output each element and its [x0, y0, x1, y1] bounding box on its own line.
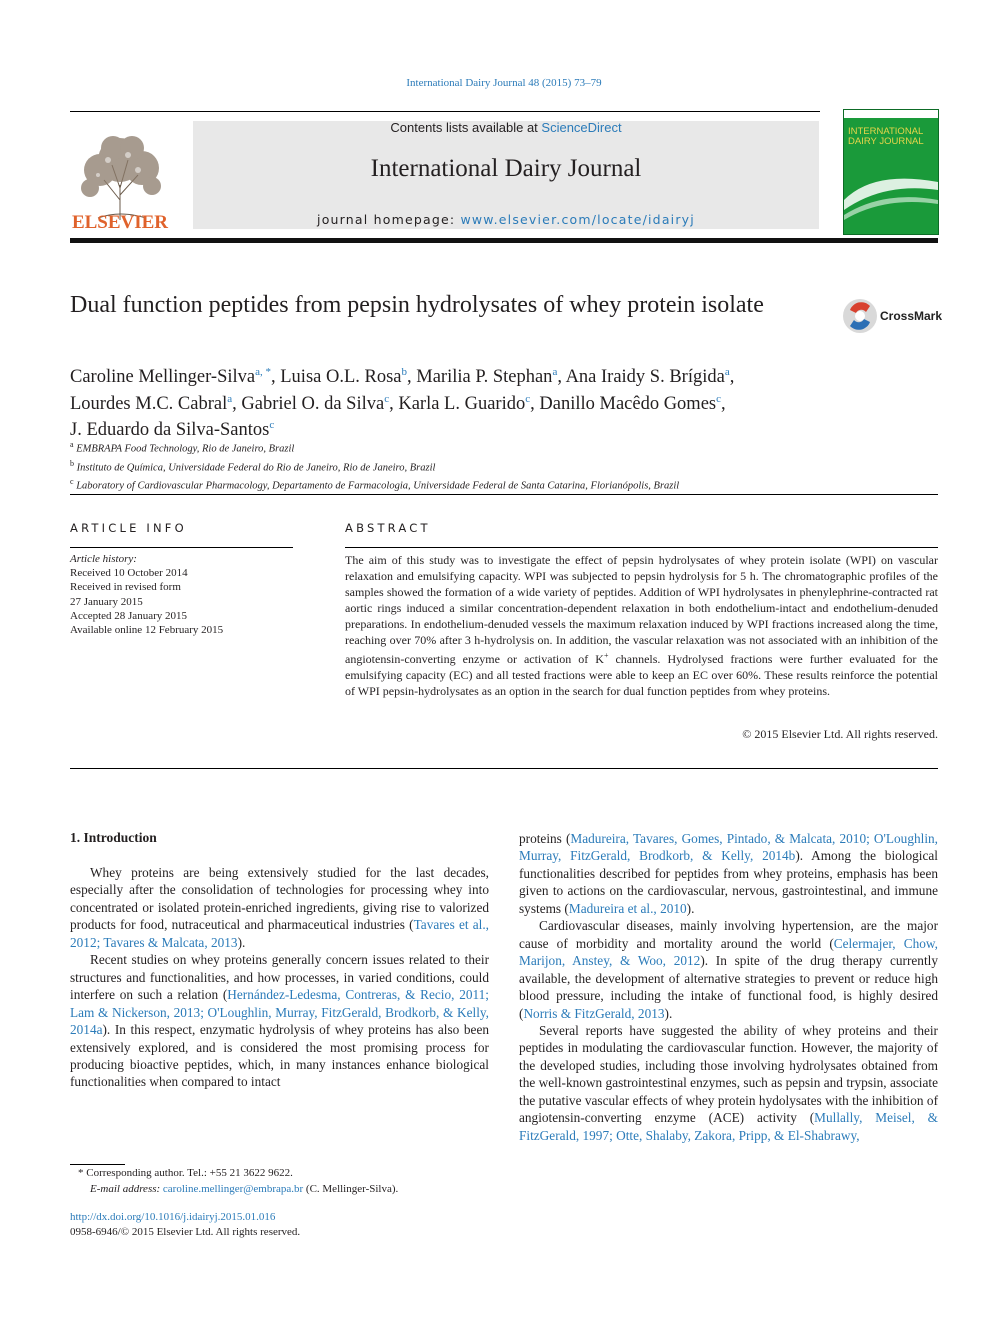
author-affiliation-mark[interactable]: a, *: [255, 366, 271, 378]
body-paragraph: [519, 830, 938, 917]
contents-prefix: Contents lists available at: [390, 120, 542, 135]
paragraph-text: proteins (: [519, 831, 571, 846]
paragraph-text: Several reports have suggested the ability of whey proteins and their peptides in modulating the cardiovascular function. However, the majority of the developed studies, including those involving hydrolysates obtained from the well-known gastrointestinal enzymes, such as pepsin and trypsin, associate the putative vascular effects of whey protein hydolysates with the inhibition of angiotensin-converting enzyme (ACE) activity (: [519, 1022, 938, 1126]
reference-link[interactable]: Madureira, Tavares, Gomes, Pintado, & Malcata, 2010; O'Loughlin, Murray, FitzGerald, Brodkorb, & Kelly, 2014b: [519, 831, 938, 864]
body-paragraph: [519, 1022, 938, 1144]
affiliation-text: EMBRAPA Food Technology, Rio de Janeiro, Brazil: [76, 443, 295, 455]
journal-citation[interactable]: International Dairy Journal 48 (2015) 73–79: [406, 77, 602, 89]
author-name: Marilia P. Stephan: [416, 367, 553, 388]
reference-link[interactable]: Hernández-Ledesma, Contreras, & Recio, 2011; Lam & Nickerson, 2013; O'Loughlin, Murray, FitzGerald, Brodkorb, & Kelly, 2014a: [70, 987, 489, 1038]
abstract-heading: ABSTRACT: [345, 521, 431, 535]
author-name: J. Eduardo da Silva-Santos: [70, 420, 270, 441]
affiliation-key: b: [70, 458, 74, 468]
author-name: Gabriel O. da Silva: [241, 393, 385, 414]
body-column-right: [519, 830, 938, 1144]
history-item: Received 10 October 2014: [70, 567, 188, 580]
homepage-link[interactable]: www.elsevier.com/locate/idairyj: [460, 212, 695, 227]
paragraph-text: ). In this respect, enzymatic hydrolysis of whey proteins has also been extensively explored, and is considered the most promising process for producing bioactive peptides, which, in many instances enhance biological functionalities when compared to intact: [70, 1022, 489, 1090]
header-thick-rule: [70, 238, 938, 243]
body-paragraph: [70, 864, 489, 951]
affiliation-rule: [70, 494, 938, 495]
abstract-rule: [345, 547, 938, 548]
email-label: E-mail address:: [90, 1182, 163, 1195]
affiliation-text: Laboratory of Cardiovascular Pharmacology, Departamento de Farmacologia, Universidade Federal de Santa Catarina, Florianópolis, Brazil: [76, 480, 680, 492]
homepage-prefix: journal homepage:: [317, 212, 461, 227]
footnote-rule: [70, 1164, 125, 1165]
author-affiliation-mark[interactable]: c: [716, 392, 722, 405]
journal-cover-image: [843, 109, 939, 235]
author-name: Lourdes M.C. Cabral: [70, 393, 228, 414]
cover-title: INTERNATIONAL DAIRY JOURNAL: [848, 126, 924, 147]
paragraph-text: ). Among the biological functionalities described for peptides from whey proteins, emphasis has been given to actions on the cardiovascular, nervous, gastrointestinal, and immune systems (: [519, 848, 938, 916]
elsevier-wordmark: ELSEVIER: [71, 212, 169, 233]
journal-homepage: [193, 212, 819, 227]
author-name: Caroline Mellinger-Silva: [70, 367, 256, 388]
body-paragraph: [519, 917, 938, 1022]
contents-line: [193, 120, 819, 135]
abstract-superscript: +: [603, 651, 609, 661]
paragraph-text: ).: [686, 900, 695, 916]
author-affiliation-mark[interactable]: c: [384, 392, 390, 405]
author-name: Ana Iraidy S. Brígida: [565, 367, 725, 388]
email-link[interactable]: caroline.mellinger@embrapa.br: [162, 1182, 304, 1195]
history-item: Available online 12 February 2015: [70, 624, 224, 637]
abstract-part: channels. Hydrolysed fractions were further evaluated for the emulsifying capacity (EC) and all tested fractions were able to keep an EC over 60%. These results reinforce the potential of WPI pepsin-hydrolysates as an option in the search for dual function peptides from whey proteins.: [345, 652, 939, 699]
abstract-copyright: © 2015 Elsevier Ltd. All rights reserved.: [742, 727, 938, 741]
reference-link[interactable]: Celermajer, Chow, Marijon, Anstey, & Woo, 2012: [519, 935, 938, 969]
reference-link[interactable]: Norris & FitzGerald, 2013: [523, 1005, 665, 1021]
author-name: Karla L. Guarido: [398, 393, 526, 414]
author-affiliation-mark[interactable]: a: [227, 392, 233, 405]
issn-line: 0958-6946/© 2015 Elsevier Ltd. All rights reserved.: [70, 1226, 301, 1238]
article-info-rule: [70, 547, 293, 548]
sciencedirect-link[interactable]: ScienceDirect: [541, 120, 622, 135]
abstract-bottom-rule: [70, 768, 938, 769]
affiliation-item: [70, 475, 940, 494]
history-label: Article history:: [70, 553, 137, 565]
paragraph-text: Whey proteins are being extensively studied for the last decades, especially after the consolidation of technologies for processing whey into concentrated or isolated protein-enriched ingredients, giving rise to valorized products for food, nutraceutical and pharmaceutical industries (: [70, 865, 489, 933]
reference-link[interactable]: Madureira et al., 2010: [568, 900, 687, 916]
history-item: 27 January 2015: [70, 595, 143, 608]
corresponding-author-note: * Corresponding author. Tel.: +55 21 3622 9622.: [78, 1167, 293, 1179]
email-suffix: (C. Mellinger-Silva).: [303, 1182, 399, 1195]
paragraph-text: ).: [664, 1005, 673, 1021]
doi-link[interactable]: http://dx.doi.org/10.1016/j.idairyj.2015.01.016: [70, 1211, 276, 1223]
article-info-heading: ARTICLE INFO: [70, 521, 187, 535]
cover-top-strip: [844, 110, 938, 118]
affiliation-item: [70, 457, 940, 476]
abstract-part: The aim of this study was to investigate the effect of pepsin hydrolysates of whey protein isolate (WPI) on vascular relaxation and emulsifying capacity. WPI was subjected to pepsin hydrolysis for 5 h. The chromatographic profiles of the samples showed the formation of a wide variety of peptides. Addition of WPI hydrolysates in phenylephrine-contracted rat aortic rings induced a similar concentration-dependent relaxation in both endothelium-intact and endothelium-denuded preparations. In endothelium-denuded vessels the maximum relaxation induced by WPI fractions increased along the time, reaching over 70% after 3 h-hydrolysis on. In addition, the vascular relaxation was not associated with an inhibition of the angiotensin-converting enzyme or activation of K: [345, 553, 938, 667]
affiliation-list: [70, 438, 940, 494]
affiliation-key: a: [70, 440, 74, 449]
crossmark-label[interactable]: CrossMark: [880, 309, 943, 323]
article-title: Dual function peptides from pepsin hydrolysates of whey protein isolate: [70, 292, 764, 318]
footnotes: [70, 1166, 490, 1197]
paragraph-text: ).: [237, 934, 246, 950]
body-column-left: [70, 864, 489, 1091]
author-name: Danillo Macêdo Gomes: [539, 393, 717, 414]
reference-link[interactable]: Mullally, Meisel, & FitzGerald, 1997; Otte, Shalaby, Zakora, Pripp, & El-Shabrawy,: [519, 1110, 938, 1143]
article-history: [70, 552, 300, 637]
paragraph-text: ). In spite of the drug therapy currently available, the development of alternative strategies to prevent or reduce high blood pressure, including the intake of functional food, is highly desired (: [519, 953, 938, 1021]
author-name: Luisa O.L. Rosa: [280, 367, 402, 388]
reference-link[interactable]: Tavares et al., 2012; Tavares & Malcata, 2013: [70, 917, 490, 950]
paragraph-text: Recent studies on whey proteins generally concern issues related to their structures and functionalities, and how processes, in varied conditions, could interfere on such a relation (: [70, 952, 489, 1003]
author-affiliation-mark[interactable]: b: [401, 366, 408, 378]
affiliation-text: Instituto de Química, Universidade Federal do Rio de Janeiro, Rio de Janeiro, Brazil: [76, 462, 436, 473]
journal-title: International Dairy Journal: [370, 155, 642, 182]
history-item: Accepted 28 January 2015: [70, 609, 187, 622]
cover-swirl-graphic: [844, 160, 938, 234]
affiliation-item: [70, 438, 940, 457]
header-rule: [70, 111, 820, 112]
affiliation-key: c: [70, 477, 74, 486]
history-item: Received in revised form: [70, 581, 181, 594]
author-affiliation-mark[interactable]: a: [552, 366, 558, 378]
paragraph-text: Cardiovascular diseases, mainly involving hypertension, are the major cause of morbidity and mortality around the world (: [519, 918, 938, 951]
section-heading-introduction: 1. Introduction: [70, 830, 157, 845]
author-list: Caroline Mellinger-Silva$^{a, *}$, Luisa O.L. Rosa$^b$, Marilia P. Stephan$^a$, Ana Iraidy S. Brígida$^a$, Lourdes M.C. Cabral$^a$, Gabriel O. da Silva$^c$, Karla L. Guarido$^c$, Danillo Macêdo Gomes$^c$, J. Eduardo da Silva-Santos$^c$: [70, 366, 735, 441]
abstract-text: [345, 553, 938, 700]
author-affiliation-mark[interactable]: c: [269, 419, 275, 432]
email-note: [70, 1182, 490, 1198]
author-affiliation-mark[interactable]: a: [724, 366, 730, 378]
corresponding-text: Corresponding author. Tel.: +55 21 3622 9622.: [86, 1167, 293, 1179]
body-paragraph: [70, 951, 489, 1091]
author-affiliation-mark[interactable]: c: [525, 392, 531, 405]
